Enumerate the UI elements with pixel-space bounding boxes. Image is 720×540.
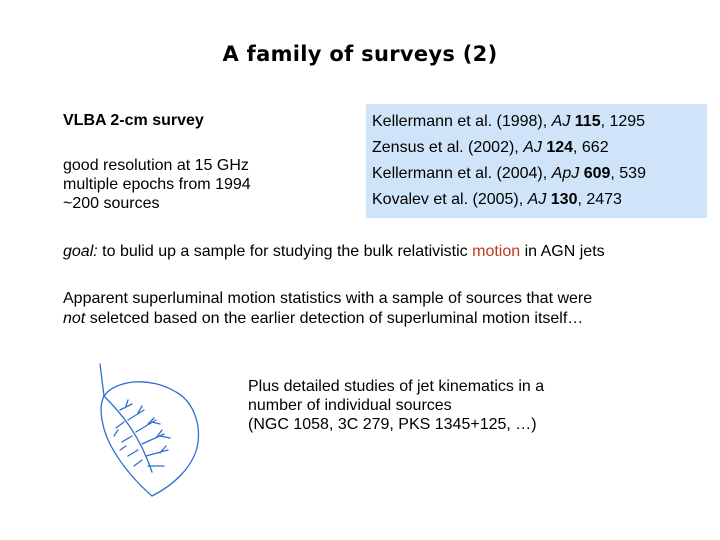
reference-item: Kovalev et al. (2005), AJ 130, 2473 — [372, 191, 622, 208]
emphasis-not: not — [63, 310, 86, 327]
detailed-studies-text: Plus detailed studies of jet kinematics in a number of individual sources (NGC 1058, 3C 279, PKS 1345+125, …) — [248, 378, 545, 433]
reference-item: Kellermann et al. (1998), AJ 115, 1295 — [372, 113, 646, 130]
survey-detail-resolution: good resolution at 15 GHz — [63, 157, 249, 174]
survey-name: VLBA 2-cm survey — [63, 112, 204, 129]
apparent-motion-statement: Apparent superluminal motion statistics with a sample of sources that were not seletced based on the earlier detection of superluminal motion itself… — [63, 290, 593, 327]
slide-title: A family of surveys (2) — [222, 42, 498, 66]
goal-statement: goal: to bulid up a sample for studying the bulk relativistic motion in AGN jets — [63, 243, 605, 260]
survey-detail-epochs: multiple epochs from 1994 — [63, 176, 251, 193]
survey-detail-sources: ~200 sources — [63, 195, 160, 212]
reference-item: Zensus et al. (2002), AJ 124, 662 — [372, 139, 609, 156]
goal-highlight: motion — [472, 243, 521, 260]
references-box — [366, 104, 707, 218]
survey-details — [63, 156, 251, 213]
leaf-sketch-icon — [80, 356, 210, 506]
goal-label: goal: — [63, 243, 98, 260]
reference-item: Kellermann et al. (2004), ApJ 609, 539 — [372, 165, 646, 182]
